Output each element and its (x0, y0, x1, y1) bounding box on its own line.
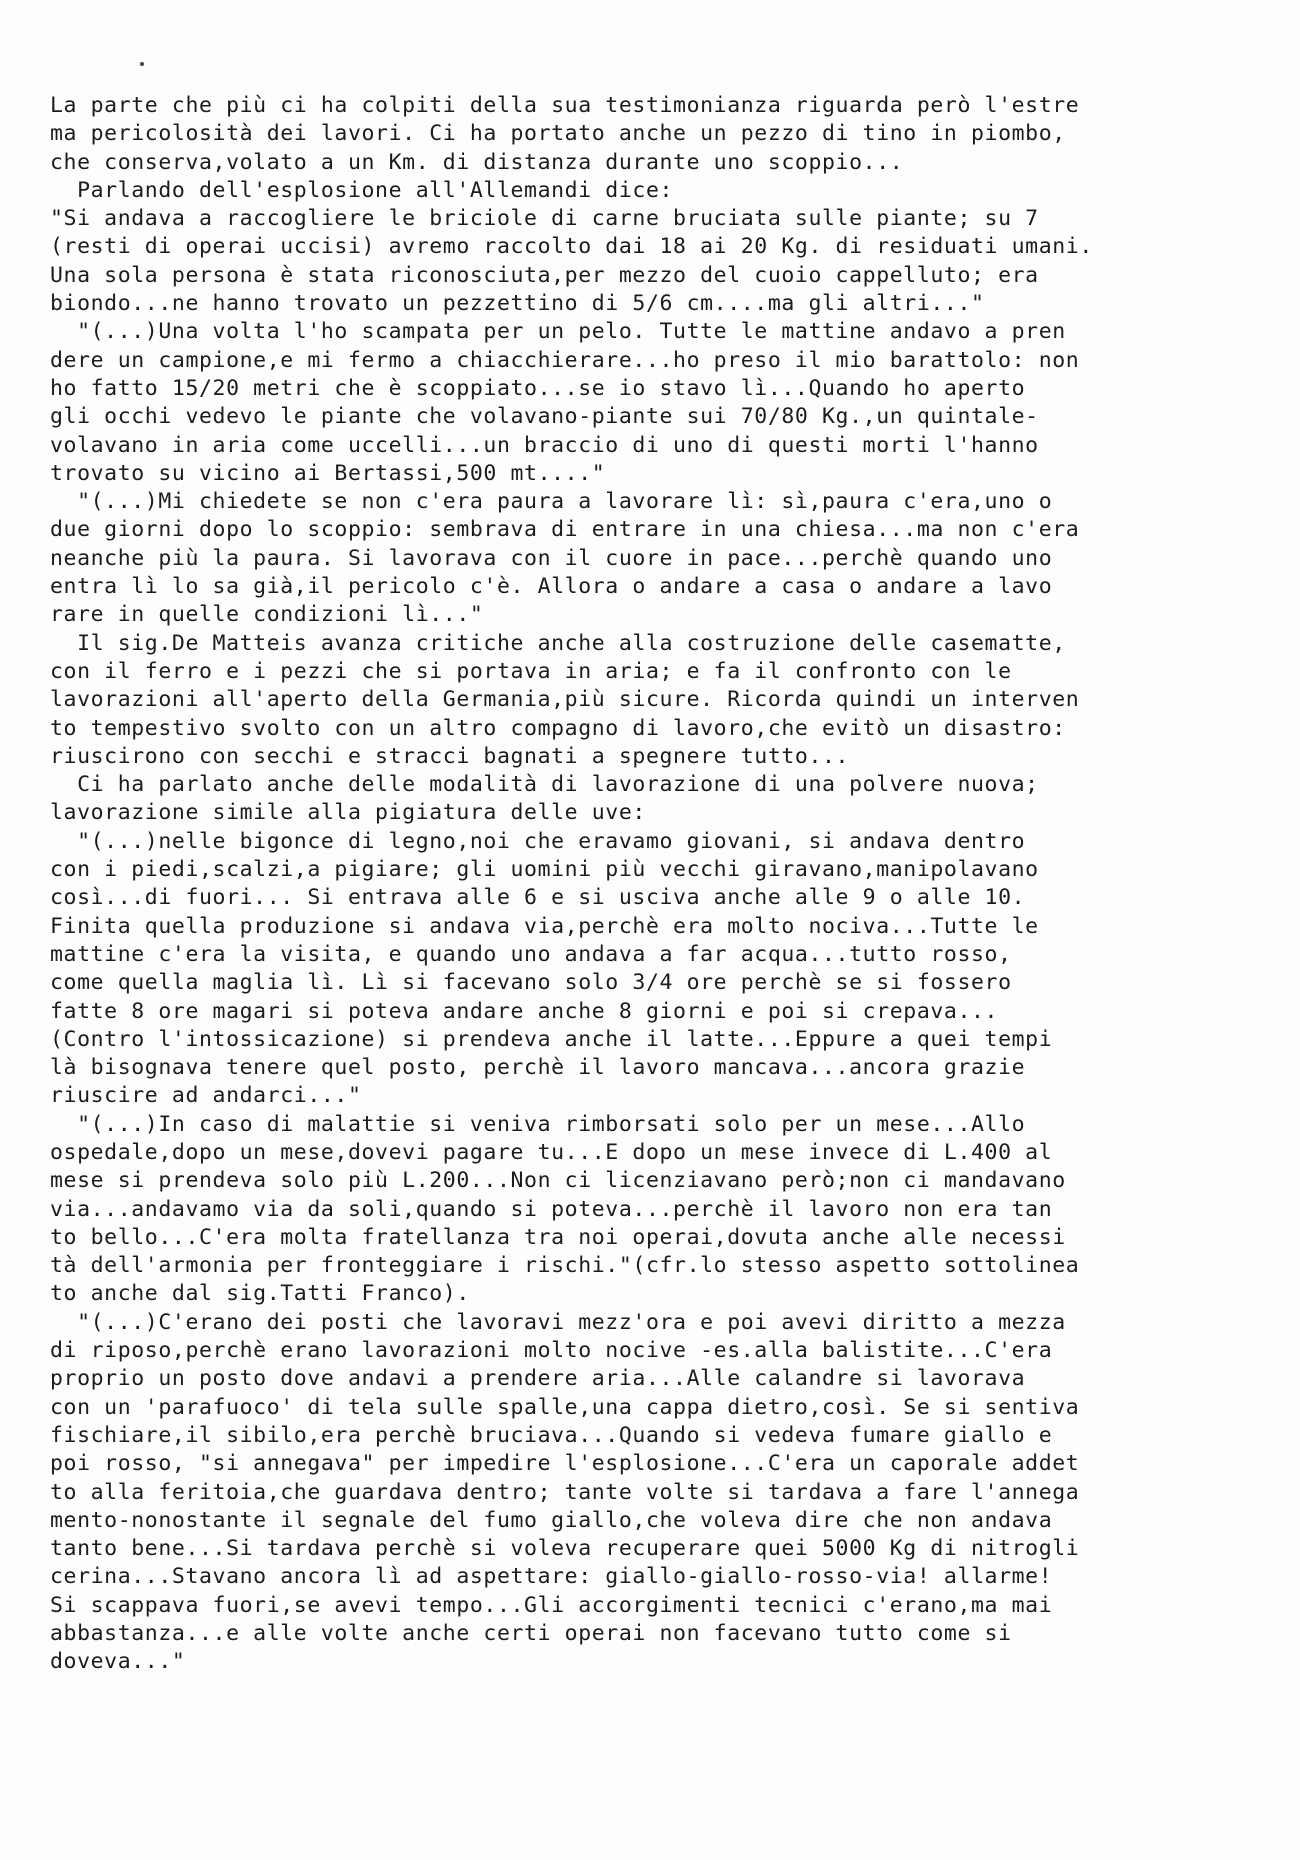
text-line: neanche più la paura. Si lavorava con il cuore in pace...perchè quando uno (50, 545, 1053, 571)
text-line: doveva..." (50, 1649, 186, 1675)
typewritten-text-block (50, 92, 1250, 1677)
text-line: mattine c'era la visita, e quando uno andava a far acqua...tutto rosso, (50, 941, 1012, 967)
text-line: "(...)Mi chiedete se non c'era paura a lavorare lì: sì,paura c'era,uno o (50, 489, 1053, 515)
text-line: biondo...ne hanno trovato un pezzettino di 5/6 cm....ma gli altri..." (50, 291, 985, 317)
text-line: ma pericolosità dei lavori. Ci ha portato anche un pezzo di tino in piombo, (50, 121, 1066, 147)
text-line: abbastanza...e alle volte anche certi operai non facevano tutto come si (50, 1621, 1012, 1647)
text-line: fatte 8 ore magari si poteva andare anche 8 giorni e poi si crepava... (50, 998, 999, 1024)
text-line: trovato su vicino ai Bertassi,500 mt...." (50, 460, 606, 486)
text-line: "(...)C'erano dei posti che lavoravi mezz'ora e poi avevi diritto a mezza (50, 1309, 1066, 1335)
text-line: lavorazioni all'aperto della Germania,più sicure. Ricorda quindi un interven (50, 687, 1080, 713)
text-line: (resti di operai uccisi) avremo raccolto dai 18 ai 20 Kg. di residuati umani. (50, 234, 1093, 260)
text-line: to bello...C'era molta fratellanza tra noi operai,dovuta anche alle necessi (50, 1224, 1066, 1250)
text-line: Una sola persona è stata riconosciuta,per mezzo del cuoio cappelluto; era (50, 262, 1039, 288)
text-line: mento-nonostante il segnale del fumo giallo,che voleva dire che non andava (50, 1507, 1053, 1533)
text-line: Finita quella produzione si andava via,perchè era molto nociva...Tutte le (50, 913, 1039, 939)
text-line: entra lì lo sa già,il pericolo c'è. Allora o andare a casa o andare a lavo (50, 574, 1053, 600)
text-line: poi rosso, "si annegava" per impedire l'esplosione...C'era un caporale addet (50, 1451, 1080, 1477)
text-line: gli occhi vedevo le piante che volavano-piante sui 70/80 Kg.,un quintale- (50, 404, 1039, 430)
text-line: "(...)In caso di malattie si veniva rimborsati solo per un mese...Allo (50, 1111, 1026, 1137)
text-line: che conserva,volato a un Km. di distanza durante uno scoppio... (50, 149, 904, 175)
text-line: proprio un posto dove andavi a prendere aria...Alle calandre si lavorava (50, 1366, 1026, 1392)
text-line: tanto bene...Si tardava perchè si voleva recuperare quei 5000 Kg di nitrogli (50, 1536, 1080, 1562)
text-line: via...andavamo via da soli,quando si poteva...perchè il lavoro non era tan (50, 1196, 1053, 1222)
text-line: "(...)nelle bigonce di legno,noi che eravamo giovani, si andava dentro (50, 828, 1026, 854)
text-line: ho fatto 15/20 metri che è scoppiato...se io stavo lì...Quando ho aperto (50, 375, 1026, 401)
text-line: Il sig.De Matteis avanza critiche anche alla costruzione delle casematte, (50, 630, 1066, 656)
text-line: volavano in aria come uccelli...un braccio di uno di questi morti l'hanno (50, 432, 1039, 458)
text-line: due giorni dopo lo scoppio: sembrava di entrare in una chiesa...ma non c'era (50, 517, 1080, 543)
text-line: to anche dal sig.Tatti Franco). (50, 1281, 470, 1307)
text-line: La parte che più ci ha colpiti della sua testimonianza riguarda però l'estre (50, 93, 1080, 118)
text-line: "(...)Una volta l'ho scampata per un pelo. Tutte le mattine andavo a pren (50, 319, 1066, 345)
text-line: to alla feritoia,che guardava dentro; tante volte si tardava a fare l'annega (50, 1479, 1080, 1505)
text-line: (Contro l'intossicazione) si prendeva anche il latte...Eppure a quei tempi (50, 1026, 1053, 1052)
text-line: tà dell'armonia per fronteggiare i rischi."(cfr.lo stesso aspetto sottolinea (50, 1253, 1080, 1279)
text-line: come quella maglia lì. Lì si facevano solo 3/4 ore perchè se si fossero (50, 970, 1012, 996)
text-line: così...di fuori... Si entrava alle 6 e si usciva anche alle 9 o alle 10. (50, 885, 1026, 911)
text-line: con i piedi,scalzi,a pigiare; gli uomini più vecchi giravano,manipolavano (50, 857, 1039, 883)
text-line: rare in quelle condizioni lì..." (50, 602, 484, 628)
text-line: cerina...Stavano ancora lì ad aspettare: giallo-giallo-rosso-via! allarme! (50, 1564, 1053, 1590)
text-line: "Si andava a raccogliere le briciole di carne bruciata sulle piante; su 7 (50, 206, 1039, 232)
text-line: dere un campione,e mi fermo a chiacchierare...ho preso il mio barattolo: non (50, 347, 1080, 373)
text-line: mese si prendeva solo più L.200...Non ci licenziavano però;non ci mandavano (50, 1168, 1066, 1194)
text-line: to tempestivo svolto con un altro compagno di lavoro,che evitò un disastro: (50, 715, 1066, 741)
text-line: Parlando dell'esplosione all'Allemandi dice: (50, 177, 674, 203)
text-line: riuscirono con secchi e stracci bagnati a spegnere tutto... (50, 743, 850, 769)
text-line: ospedale,dopo un mese,dovevi pagare tu...E dopo un mese invece di L.400 al (50, 1139, 1053, 1165)
text-line: di riposo,perchè erano lavorazioni molto nocive -es.alla balistite...C'era (50, 1338, 1053, 1364)
text-line: là bisognava tenere quel posto, perchè il lavoro mancava...ancora grazie (50, 1055, 1026, 1081)
text-line: Ci ha parlato anche delle modalità di lavorazione di una polvere nuova; (50, 772, 1039, 798)
text-line: con il ferro e i pezzi che si portava in aria; e fa il confronto con le (50, 658, 1012, 684)
text-line: lavorazione simile alla pigiatura delle uve: (50, 800, 646, 826)
stray-ink-dot (140, 62, 144, 66)
text-line: con un 'parafuoco' di tela sulle spalle,una cappa dietro,così. Se si sentiva (50, 1394, 1080, 1420)
text-line: riuscire ad andarci..." (50, 1083, 362, 1109)
text-line: fischiare,il sibilo,era perchè bruciava...Quando si vedeva fumare giallo e (50, 1422, 1053, 1448)
text-line: Si scappava fuori,se avevi tempo...Gli accorgimenti tecnici c'erano,ma mai (50, 1592, 1053, 1618)
